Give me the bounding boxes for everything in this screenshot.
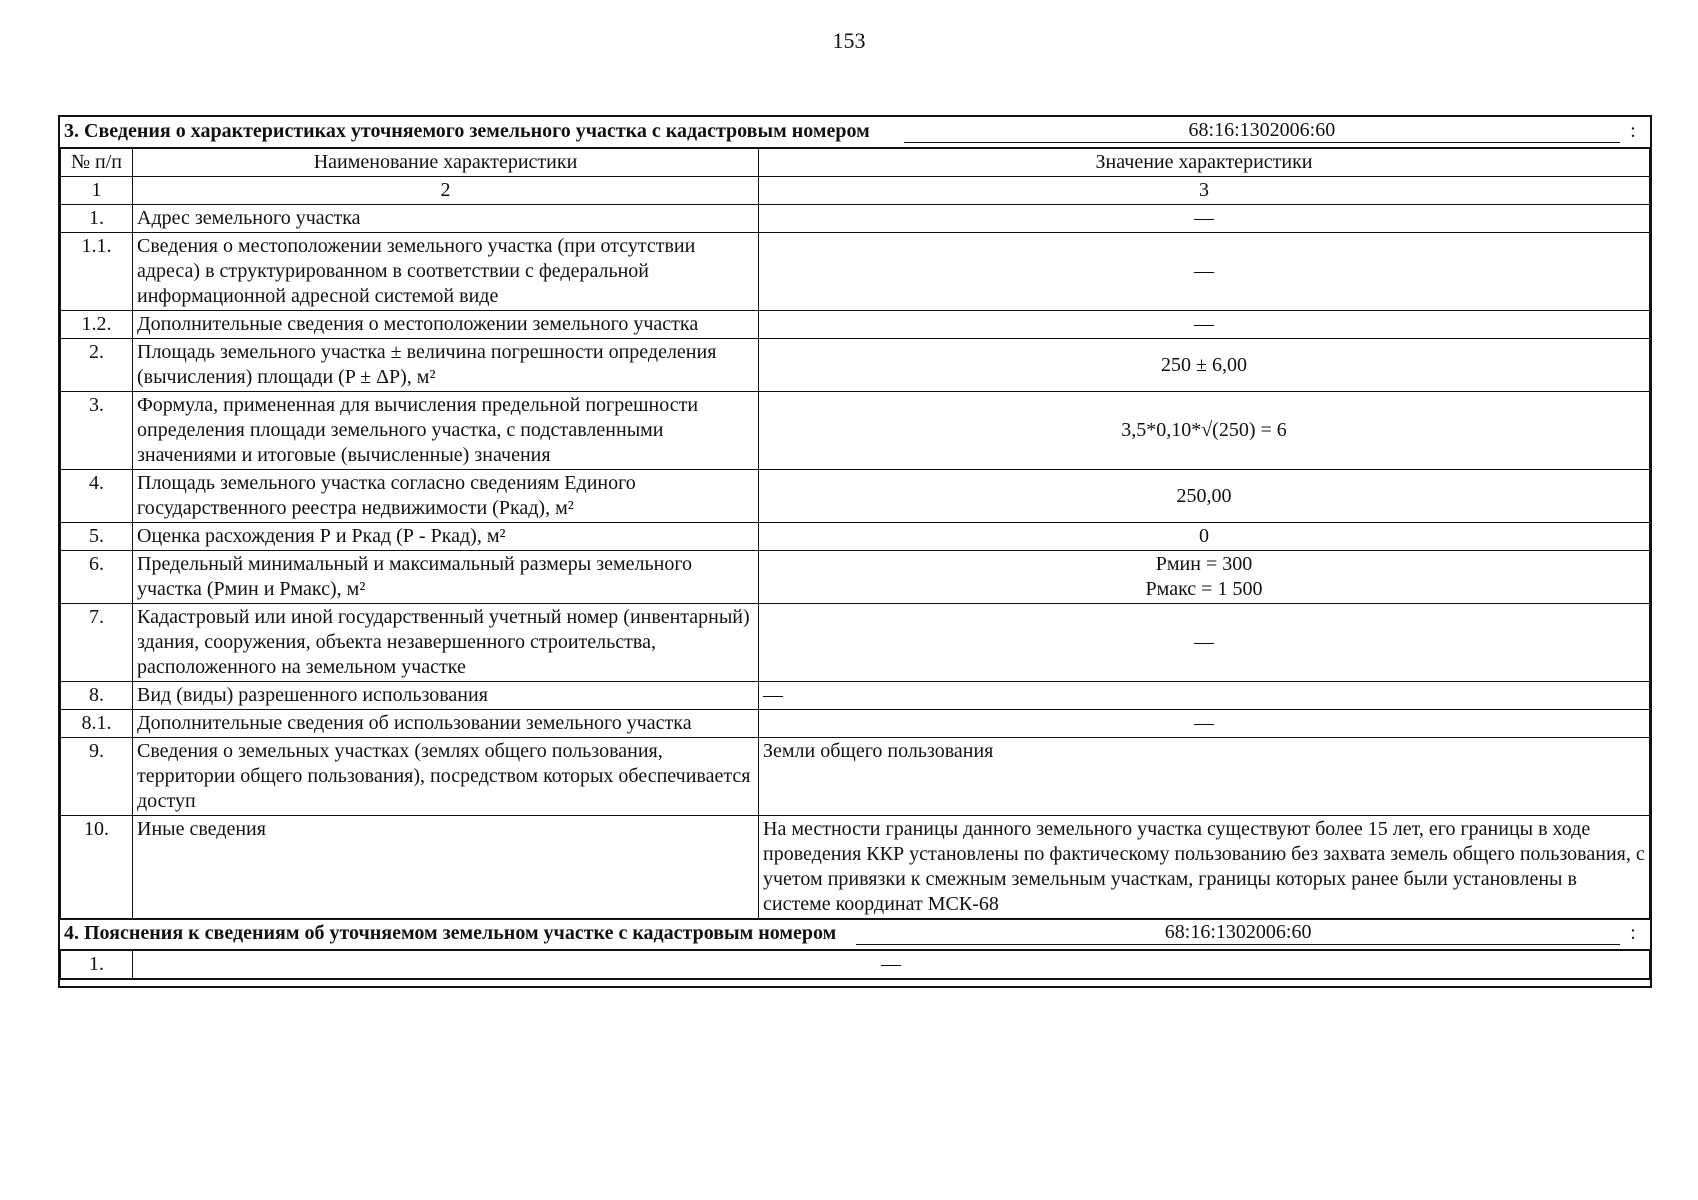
table-row <box>61 710 1650 738</box>
header-number-3: 3 <box>759 177 1650 205</box>
row-num: 4. <box>61 470 133 523</box>
table-row <box>61 604 1650 682</box>
row-name: Формула, примененная для вычисления предельной погрешности определения площади земельного участка, с подставленными значениями и итоговые (вычисленные) значения <box>133 392 759 470</box>
row-num: 8. <box>61 682 133 710</box>
row-name: Площадь земельного участка согласно сведениям Единого государственного реестра недвижимости (Ркад), м² <box>133 470 759 523</box>
row-value: Земли общего пользования <box>759 738 1650 816</box>
row-num: 1. <box>61 205 133 233</box>
row-num: 9. <box>61 738 133 816</box>
section-3-colon: : <box>1630 120 1636 142</box>
row-num: 10. <box>61 816 133 919</box>
row-value: 3,5*0,10*√(250) = 6 <box>759 392 1650 470</box>
row-name: Предельный минимальный и максимальный размеры земельного участка (Рмин и Рмакс), м² <box>133 551 759 604</box>
row-num: 6. <box>61 551 133 604</box>
row-value: — <box>759 233 1650 311</box>
row-num: 7. <box>61 604 133 682</box>
row-name: Дополнительные сведения об использовании земельного участка <box>133 710 759 738</box>
row-name: Оценка расхождения Р и Ркад (Р - Ркад), м² <box>133 523 759 551</box>
table-row <box>61 233 1650 311</box>
row-value: — <box>759 205 1650 233</box>
table-row <box>61 816 1650 919</box>
row-num: 2. <box>61 339 133 392</box>
row-num: 1.1. <box>61 233 133 311</box>
row-name: Вид (виды) разрешенного использования <box>133 682 759 710</box>
table-row <box>61 470 1650 523</box>
section-3-header <box>60 117 1650 148</box>
table-row <box>61 951 1650 979</box>
table-header-numbers-row <box>61 177 1650 205</box>
row-name: Сведения о местоположении земельного участка (при отсутствии адреса) в структурированном в соответствии с федеральной информационной адресной системой виде <box>133 233 759 311</box>
header-number-1: 1 <box>61 177 133 205</box>
row-num: 8.1. <box>61 710 133 738</box>
row-value: — <box>133 951 1650 979</box>
row-num: 1.2. <box>61 311 133 339</box>
row-value: — <box>759 604 1650 682</box>
table-row <box>61 523 1650 551</box>
header-num: № п/п <box>61 149 133 177</box>
table-row <box>61 738 1650 816</box>
table-bottom-border <box>60 979 1650 986</box>
section-4-cadastral-number: 68:16:1302006:60 <box>856 920 1620 945</box>
row-value: 0 <box>759 523 1650 551</box>
row-name: Дополнительные сведения о местоположении земельного участка <box>133 311 759 339</box>
table-row <box>61 392 1650 470</box>
row-name: Сведения о земельных участках (землях общего пользования, территории общего пользования), посредством которых обеспечивается доступ <box>133 738 759 816</box>
table-header-row <box>61 149 1650 177</box>
row-value: 250 ± 6,00 <box>759 339 1650 392</box>
table-row <box>61 311 1650 339</box>
explanations-table <box>60 950 1650 979</box>
row-value <box>759 551 1650 604</box>
table-row <box>61 205 1650 233</box>
row-value: 250,00 <box>759 470 1650 523</box>
table-row <box>61 682 1650 710</box>
section-4-header <box>60 919 1650 950</box>
row-value-min: Рмин = 300 <box>1155 553 1253 575</box>
header-number-2: 2 <box>133 177 759 205</box>
row-value: На местности границы данного земельного участка существуют более 15 лет, его границы в ходе проведения ККР установлены по фактическому пользованию без захвата земель общего пользования, с учетом привязки к смежным земельным участкам, границы которых ранее были установлены в системе координат МСК-68 <box>759 816 1650 919</box>
row-name: Кадастровый или иной государственный учетный номер (инвентарный) здания, сооружения, объекта незавершенного строительства, расположенного на земельном участке <box>133 604 759 682</box>
header-value: Значение характеристики <box>759 149 1650 177</box>
row-value: — <box>759 682 1650 710</box>
table-row <box>61 551 1650 604</box>
page-number: 153 <box>832 28 866 53</box>
row-value-max: Рмакс = 1 500 <box>1145 578 1263 600</box>
row-num: 5. <box>61 523 133 551</box>
row-name: Адрес земельного участка <box>133 205 759 233</box>
document-form <box>58 115 1652 988</box>
row-name: Площадь земельного участка ± величина погрешности определения (вычисления) площади (P ± ΔP), м² <box>133 339 759 392</box>
section-3-cadastral-number: 68:16:1302006:60 <box>904 118 1620 143</box>
section-4-title: 4. Пояснения к сведениям об уточняемом земельном участке с кадастровым номером <box>64 922 837 944</box>
section-4-colon: : <box>1630 922 1636 944</box>
header-name: Наименование характеристики <box>133 149 759 177</box>
row-num: 1. <box>61 951 133 979</box>
row-value: — <box>759 311 1650 339</box>
row-name: Иные сведения <box>133 816 759 919</box>
row-num: 3. <box>61 392 133 470</box>
characteristics-table <box>60 148 1650 919</box>
row-value: — <box>759 710 1650 738</box>
section-3-title: 3. Сведения о характеристиках уточняемого земельного участка с кадастровым номером <box>64 120 870 142</box>
table-row <box>61 339 1650 392</box>
